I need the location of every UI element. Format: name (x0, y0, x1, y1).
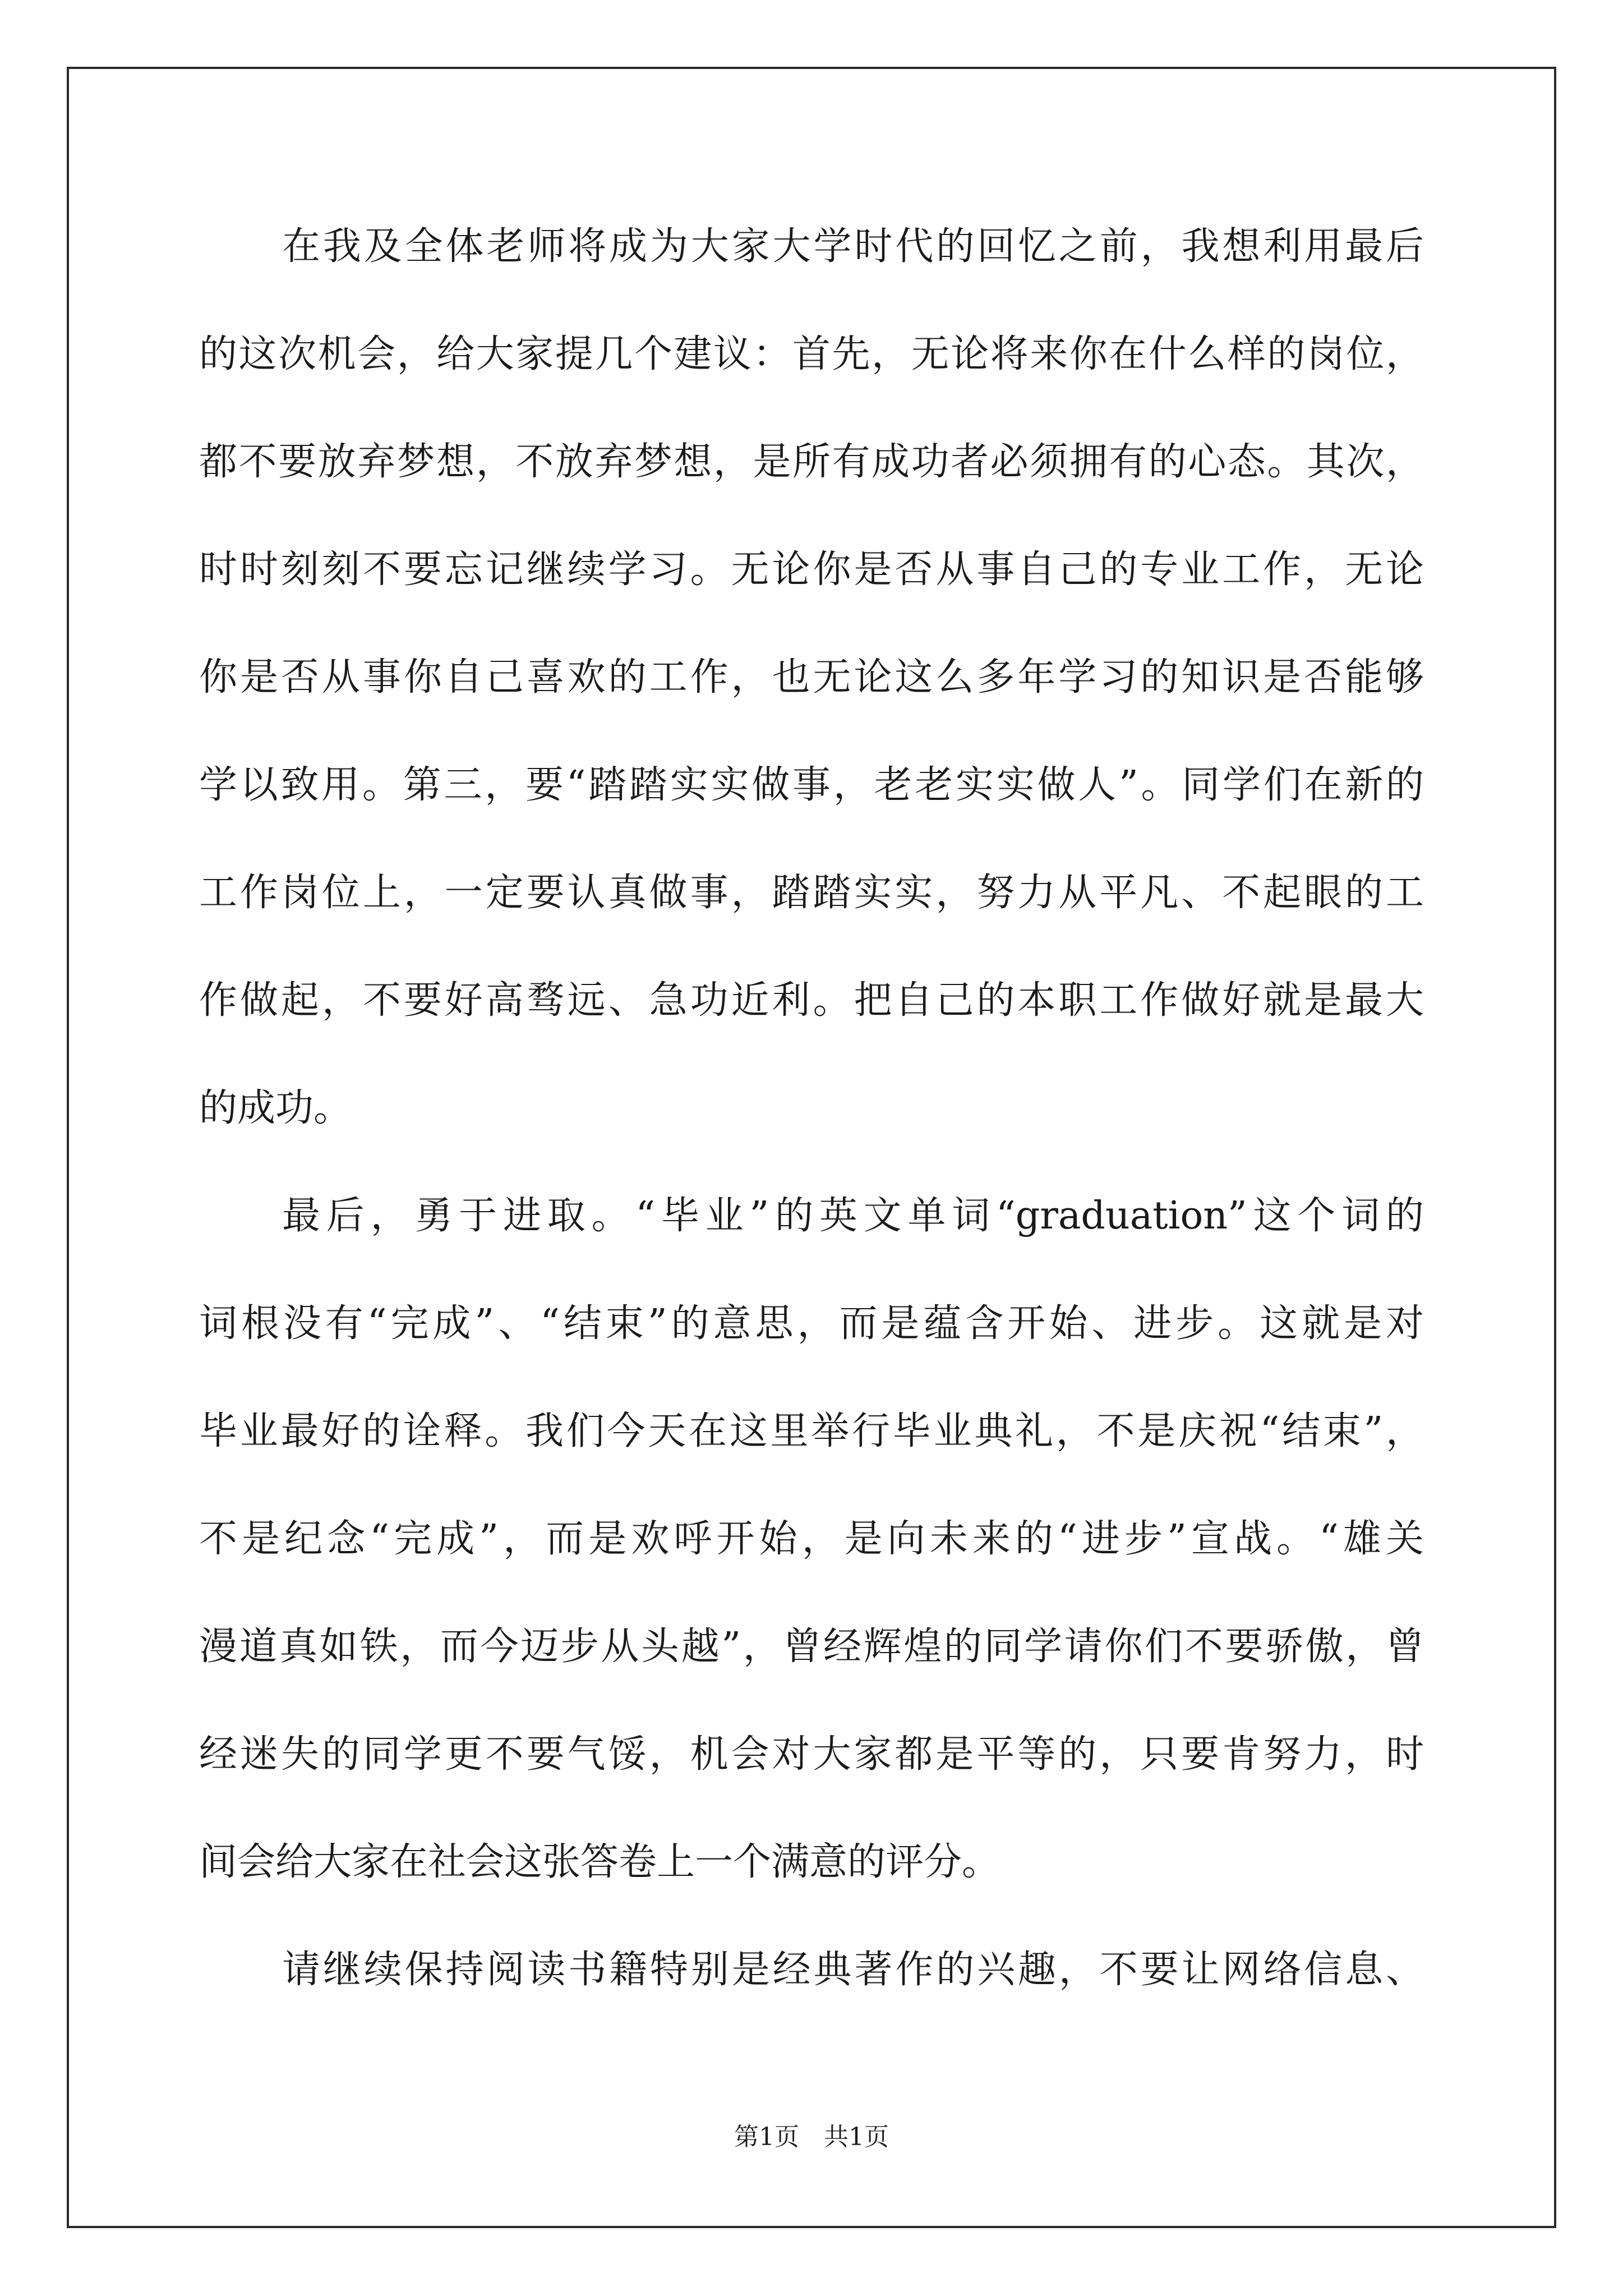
text-line: 的成功。 (199, 1086, 352, 1130)
text-line: 间会给大家在社会这张答卷上一个满意的评分。 (199, 1840, 1000, 1884)
text-line: 工作岗位上，一定要认真做事，踏踏实实，努力从平凡、不起眼的工 (199, 871, 1424, 915)
text-line: 的这次机会，给大家提几个建议：首先，无论将来你在什么样的岗位， (199, 332, 1424, 376)
text-line: 漫道真如铁，而今迈步从头越”，曾经辉煌的同学请你们不要骄傲，曾 (199, 1625, 1424, 1669)
text-line: 最后，勇于进取。“毕业”的英文单词“graduation”这个词的 (282, 1194, 1424, 1238)
text-line: 在我及全体老师将成为大家大学时代的回忆之前，我想利用最后 (282, 224, 1424, 269)
text-line: 学以致用。第三，要“踏踏实实做事，老老实实做人”。同学们在新的 (199, 763, 1424, 807)
text-line: 请继续保持阅读书籍特别是经典著作的兴趣，不要让网络信息、 (282, 1948, 1424, 1992)
text-line: 毕业最好的诠释。我们今天在这里举行毕业典礼，不是庆祝“结束”， (199, 1409, 1424, 1453)
text-line: 词根没有“完成”、“结束”的意思，而是蕴含开始、进步。这就是对 (199, 1301, 1424, 1346)
text-line: 经迷失的同学更不要气馁，机会对大家都是平等的，只要肯努力，时 (199, 1732, 1424, 1777)
text-line: 你是否从事你自己喜欢的工作，也无论这么多年学习的知识是否能够 (199, 655, 1424, 700)
text-line: 不是纪念“完成”，而是欢呼开始，是向未来的“进步”宣战。“雄关 (199, 1517, 1424, 1561)
page-footer: 第1页 共1页 (734, 2123, 889, 2151)
text-line: 时时刻刻不要忘记继续学习。无论你是否从事自己的专业工作，无论 (199, 547, 1424, 592)
text-line: 都不要放弃梦想，不放弃梦想，是所有成功者必须拥有的心态。其次， (199, 440, 1424, 484)
text-line: 作做起，不要好高骛远、急功近利。把自己的本职工作做好就是最大 (199, 978, 1424, 1023)
document-body (199, 220, 1424, 2051)
